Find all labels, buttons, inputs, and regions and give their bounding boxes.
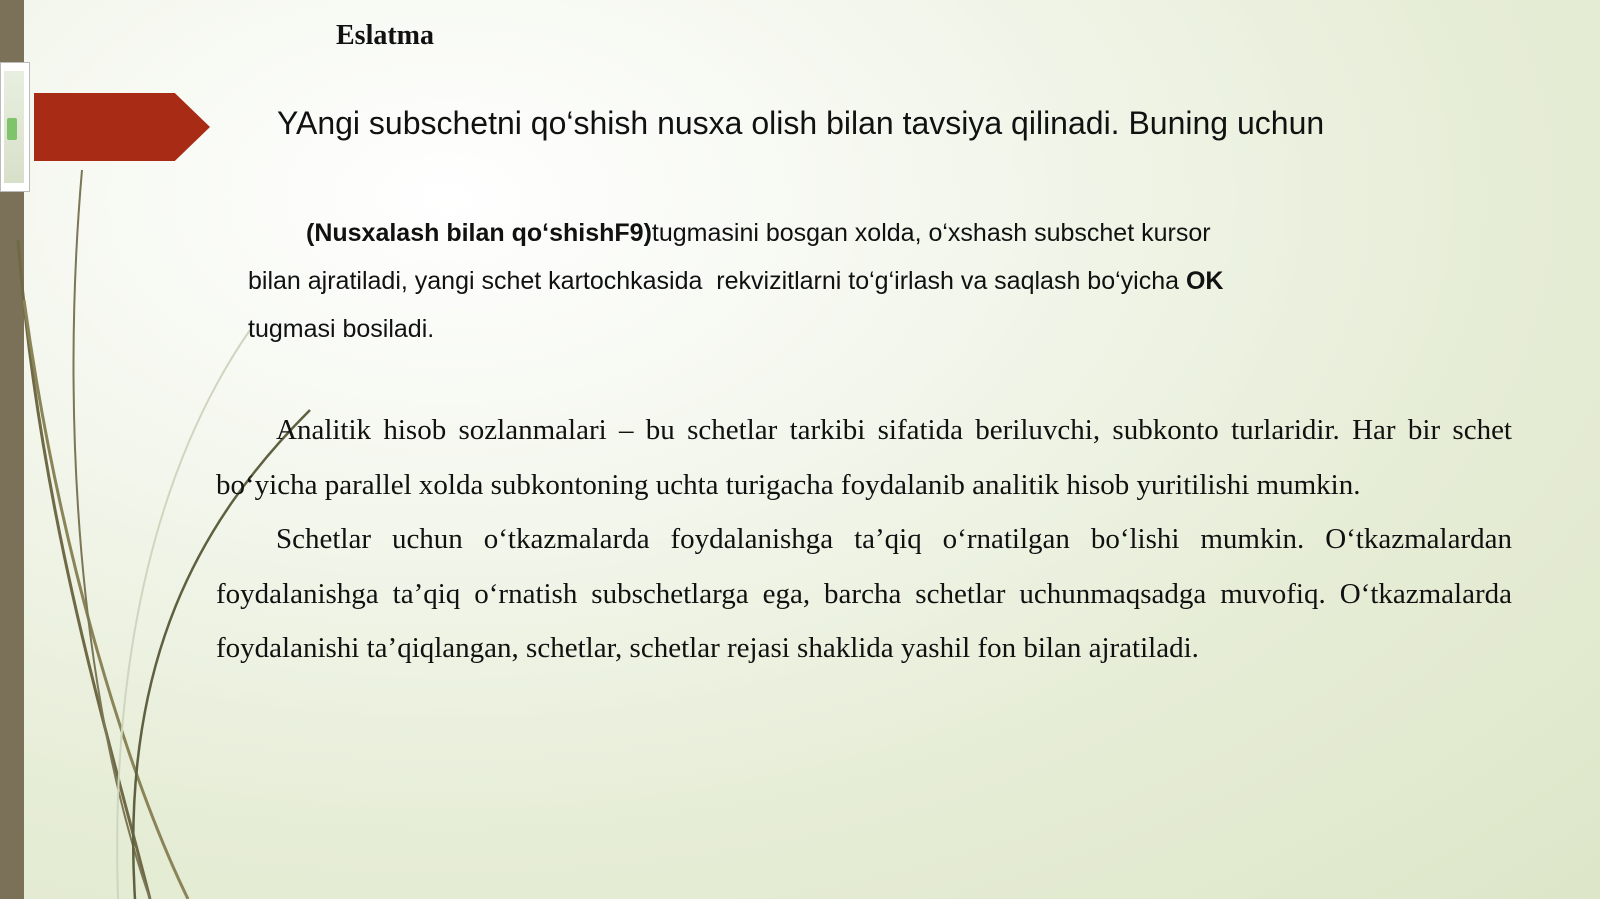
slide-title: Eslatma — [336, 20, 434, 51]
red-arrow-shape — [34, 93, 210, 161]
paragraph-restrictions: Schetlar uchun o‘tkazmalarda foydalanishga ta’qiq o‘rnatilgan bo‘lishi mumkin. O‘tkazmalardan foydalanishga ta’qiq o‘rnatish subschetlarga ega, barcha schetlar uchunmaqsadga muvofiq. O‘tkazmalarda foydalanishi ta’qiqlangan, schetlar, schetlar rejasi shaklida yashil fon bilan ajratiladi. — [216, 523, 1512, 664]
instruction-line-3: tugmasi bosiladi. — [248, 315, 435, 343]
instruction-line-2-text: bilan ajratiladi, yangi schet kartochkasida rekvizitlarni to‘g‘irlash va saqlash bo‘yicha — [248, 267, 1186, 295]
instruction-line-1-rest: tugmasini bosgan xolda, o‘xshash subschet kursor — [651, 219, 1211, 247]
instruction-line-2 — [248, 257, 1308, 305]
instruction-text — [248, 209, 1308, 353]
copy-add-button-label: (Nusxalash bilan qo‘shishF9) — [306, 219, 652, 247]
slide-thumbnail[interactable] — [0, 62, 30, 192]
paragraph-analytics: Analitik hisob sozlanmalari – bu schetlar tarkibi sifatida beriluvchi, subkonto turlaridir. Har bir schet bo‘yicha parallel xolda subkontoning uchta turigacha foydalanib analitik hisob yuritilishi mumkin. — [216, 414, 1512, 501]
ok-button-label: OK — [1185, 267, 1224, 295]
slide-heading: YAngi subschetni qo‘shish nusxa olish bilan tavsiya qilinadi. Buning uchun — [277, 105, 1325, 141]
body-text — [216, 403, 1512, 676]
thumbnail-green-mark — [7, 118, 17, 140]
instruction-line-1 — [248, 209, 1308, 257]
